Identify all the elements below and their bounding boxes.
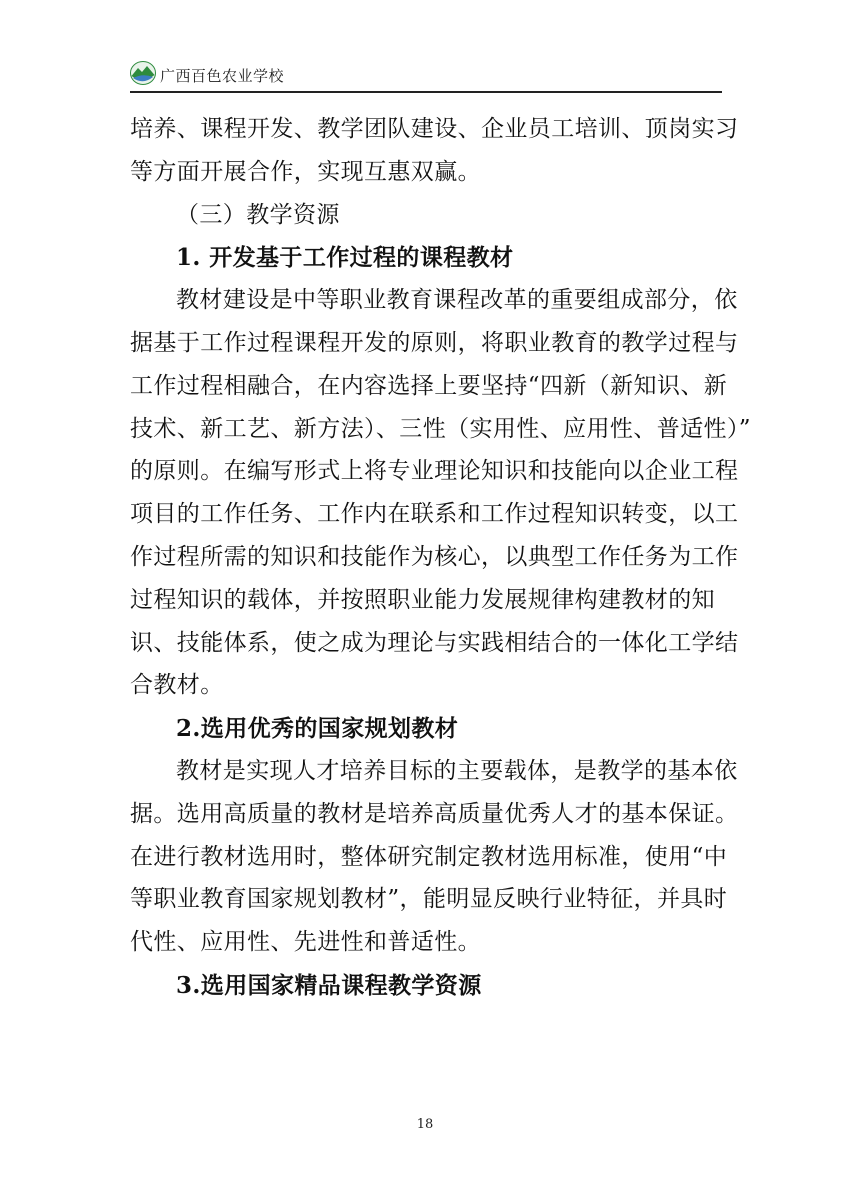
body-line: 识、技能体系，使之成为理论与实践相结合的一体化工学结 (130, 629, 739, 656)
body-line: 等方面开展合作，实现互惠双赢。 (130, 158, 481, 185)
body-line: 项目的工作任务、工作内在联系和工作过程知识转变，以工 (130, 501, 739, 528)
body-line: 等职业教育国家规划教材”，能明显反映行业特征，并具时 (130, 886, 728, 913)
subsection-heading: 2.选用优秀的国家规划教材 (176, 715, 459, 743)
page-number: 18 (416, 1117, 434, 1132)
body-line: 技术、新工艺、新方法）、三性（实用性、应用性、普适性）” (130, 415, 751, 442)
body-line: 培养、课程开发、教学团队建设、企业员工培训、顶岗实习 (130, 116, 739, 142)
document-body (130, 113, 751, 1012)
body-line: 过程知识的载体，并按照职业能力发展规律构建教材的知 (130, 586, 715, 613)
body-line: 的原则。在编写形式上将专业理论知识和技能向以企业工程 (130, 458, 739, 485)
header-rule (130, 91, 722, 93)
body-line: 作过程所需的知识和技能作为核心，以典型工作任务为工作 (130, 543, 739, 570)
paragraph-first-line: 教材建设是中等职业教育课程改革的重要组成部分，依 (176, 287, 738, 314)
paragraph-first-line: 教材是实现人才培养目标的主要载体，是教学的基本依 (176, 757, 738, 784)
subsection-heading: 1. 开发基于工作过程的课程教材 (176, 244, 514, 272)
body-line: 据。选用高质量的教材是培养高质量优秀人才的基本保证。 (130, 800, 739, 827)
body-line: 工作过程相融合，在内容选择上要坚持“四新（新知识、新 (130, 372, 728, 399)
school-logo-mountains-icon (130, 60, 156, 86)
body-line: 在进行教材选用时，整体研究制定教材选用标准，使用“中 (130, 843, 728, 870)
body-line: 代性、应用性、先进性和普适性。 (130, 929, 481, 956)
body-line: 合教材。 (130, 672, 224, 699)
subsection-heading: 3.选用国家精品课程教学资源 (176, 971, 482, 999)
school-name: 广西百色农业学校 (160, 67, 285, 85)
page-header (130, 58, 722, 90)
body-line: 据基于工作过程课程开发的原则，将职业教育的教学过程与 (130, 329, 739, 356)
section-heading: （三）教学资源 (176, 201, 340, 228)
